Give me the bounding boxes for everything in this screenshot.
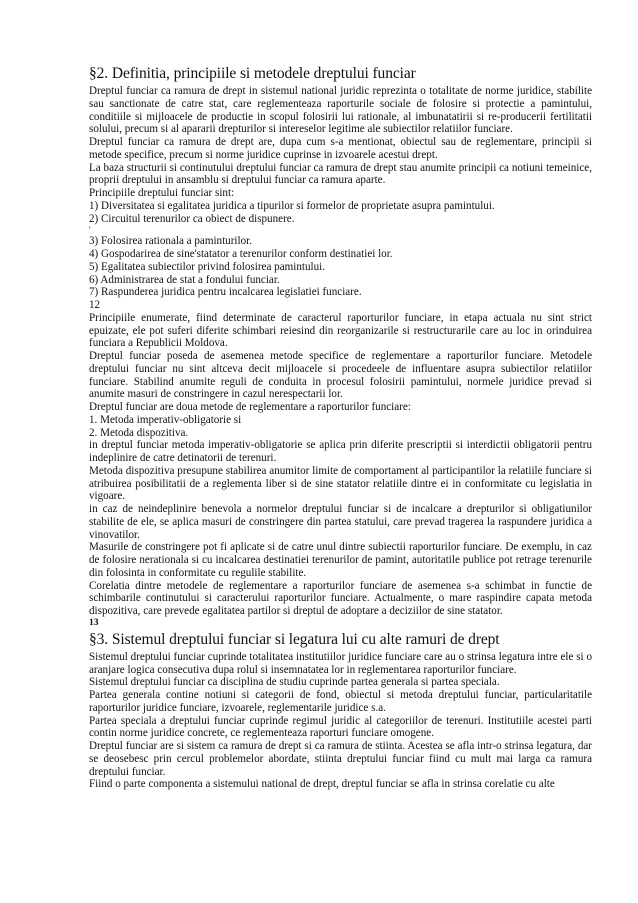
- principle-item-6: 6) Administrarea de stat a fondului funciar.: [89, 273, 280, 286]
- paragraph-discipline: Sistemul dreptului funciar ca disciplina de studiu cuprinde partea generala si partea speciala.: [89, 676, 500, 689]
- paragraph-special-part: Partea speciala a dreptului funciar cuprinde regimul juridic al categoriilor de terenuri. Institutiile acestei parti contin norme juridice concrete, ce reglementeaza raporturi funciare omogene.: [89, 714, 592, 740]
- paragraph-constraint-example: Masurile de constringere pot fi aplicate si de catre unul dintre subiectii raporturilor funciare. De exemplu, in caz de folosire nerationala si cu incalcarea destinatiei terenurilor de pamint, autoritatile publice pot retrage terenurile din folosinta in conformitate cu regulile stabilite.: [89, 541, 592, 579]
- paragraph-methods-intro: Dreptul funciar are doua metode de reglementare a raporturilor funciare:: [89, 401, 411, 413]
- paragraph-correlation: Corelatia dintre metodele de reglementare a raporturilor funciare de asemenea s-a schimbat in functie de schimbarile continutului si caracterului raporturilor funciare. Actualmente, o mare raspindire capata metoda dispozitiva, care prevede egalitatea partilor si dreptul de adoptare a deciziilor de sine statator.: [89, 579, 592, 617]
- document-page: [89, 64, 592, 791]
- principle-item-5: 5) Egalitatea subiectilor privind folosirea pamintului.: [89, 260, 325, 273]
- method-item-2: 2. Metoda dispozitiva.: [89, 426, 189, 439]
- paragraph-principles-intro: Principiile dreptului funciar sint:: [89, 187, 235, 199]
- principle-item-7: 7) Raspunderea juridica pentru incalcarea legislatiei funciare.: [89, 286, 362, 299]
- paragraph-component: Fiind o parte componenta a sistemului national de drept, dreptul funciar se afla in strinsa corelatie cu alte: [89, 778, 555, 791]
- paragraph-imperative: in dreptul funciar metoda imperativ-obligatorie se aplica prin diferite prescriptii si interdictii obligatorii pentru indeplinire de catre detinatorii de terenuri.: [89, 439, 592, 464]
- paragraph-system: Sistemul dreptului funciar cuprinde totalitatea institutiilor juridice funciare care au o strinsa legatura intre ele si o aranjare logica consecutiva dupa rolul si insemnatatea lor in reglementarea raporturilor funciare.: [89, 650, 592, 676]
- paragraph-general-part: Partea generala contine notiuni si categorii de fond, obiectul si metoda dreptului funciar, particularitatile raporturilor juridice funciare, izvoarele, reglementarile juridice s.a.: [89, 689, 592, 714]
- paragraph-dispositive: Metoda dispozitiva presupune stabilirea anumitor limite de comportament al participantilor la relatiile funciare si atribuirea posibilitatii de a reglementa liber si de sine statator relatiile dintre ei in conformitate cu legislatia in vigoare.: [89, 464, 592, 503]
- principle-item-4: 4) Gospodarirea de sine'statator a terenurilor conform destinatiei lor.: [89, 248, 393, 260]
- paragraph-definition: Dreptul funciar ca ramura de drept in sistemul national juridic reprezinta o totalitate de norme juridice, stabilite sau sanctionate de catre stat, care reglementeaza raporturile sociale de folosire si protectie a pamintului, conditiile si mijloacele de productie in scopul folosirii lui rationale, al imbunatatirii si re-producerii fertilitatii solului, precum si al apararii drepturilor si intereselor legitime ale subiectilor relatiilor funciare.: [89, 85, 592, 136]
- paragraph-basis: La baza structurii si continutului dreptului funciar ca ramura de drept stau anumite principii ca notiuni temeinice, proprii dreptului in ansamblu si dreptului funciar ca ramura aparte.: [89, 161, 592, 187]
- principle-item-2: 2) Circuitul terenurilor ca obiect de dispunere.: [89, 212, 295, 225]
- method-item-1: 1. Metoda imperativ-obligatorie si: [89, 413, 242, 426]
- paragraph-methods: Dreptul funciar poseda de asemenea metode specifice de reglementare a raporturilor funciare. Metodele dreptului funciar nu sint altceva decit mijloacele si procedeele de influentare asupra subiectilor relatiilor funciare. Stabilind anumite reguli de conduita in procesul folosirii pamintului, normele juridice prevad si anumite masuri de constringere in cazul nerespectarii lor.: [89, 350, 592, 401]
- paragraph-constraint: in caz de neindeplinire benevola a normelor dreptului funciar si de incalcare a drepturilor si obligatiunilor stabilite de ele, se aplica masuri de constringere din partea statului, care prevad tragerea la raspundere juridica a vinovatilor.: [89, 503, 592, 541]
- paragraph-object: Dreptul funciar ca ramura de drept are, dupa cum s-a mentionat, obiectul sau de reglementare, principii si metode specifice, precum si norme juridice cuprinse in izvoarele acestui drept.: [89, 136, 592, 161]
- principle-item-1: 1) Diversitatea si egalitatea juridica a tipurilor si formelor de proprietate asupra pamintului.: [89, 199, 495, 212]
- stray-mark: ': [89, 225, 91, 236]
- paragraph-science: Dreptul funciar are si sistem ca ramura de drept si ca ramura de stiinta. Acestea se afla intr-o strinsa legatura, dar se deosebesc prin cercul problemelor abordate, stiinta dreptului funciar fiind cu mult mai larga ca ramura dreptului funciar.: [89, 740, 592, 778]
- section-heading-2: §2. Definitia, principiile si metodele dreptului funciar: [89, 65, 416, 82]
- section-heading-3: §3. Sistemul dreptului funciar si legatura lui cu alte ramuri de drept: [89, 630, 500, 648]
- page-number: 13: [89, 617, 99, 628]
- paragraph-principles-note: Principiile enumerate, fiind determinate de caracterul raporturilor funciare, in etapa actuala nu sint strict epuizate, ele pot suferi diferite schimbari reiesind din reorganizarile si restructurarile care au loc in orinduirea funciara a Republicii Moldova.: [89, 311, 592, 350]
- principle-item-3: 3) Folosirea rationala a paminturilor.: [89, 235, 252, 248]
- page-number: 12: [89, 299, 101, 311]
